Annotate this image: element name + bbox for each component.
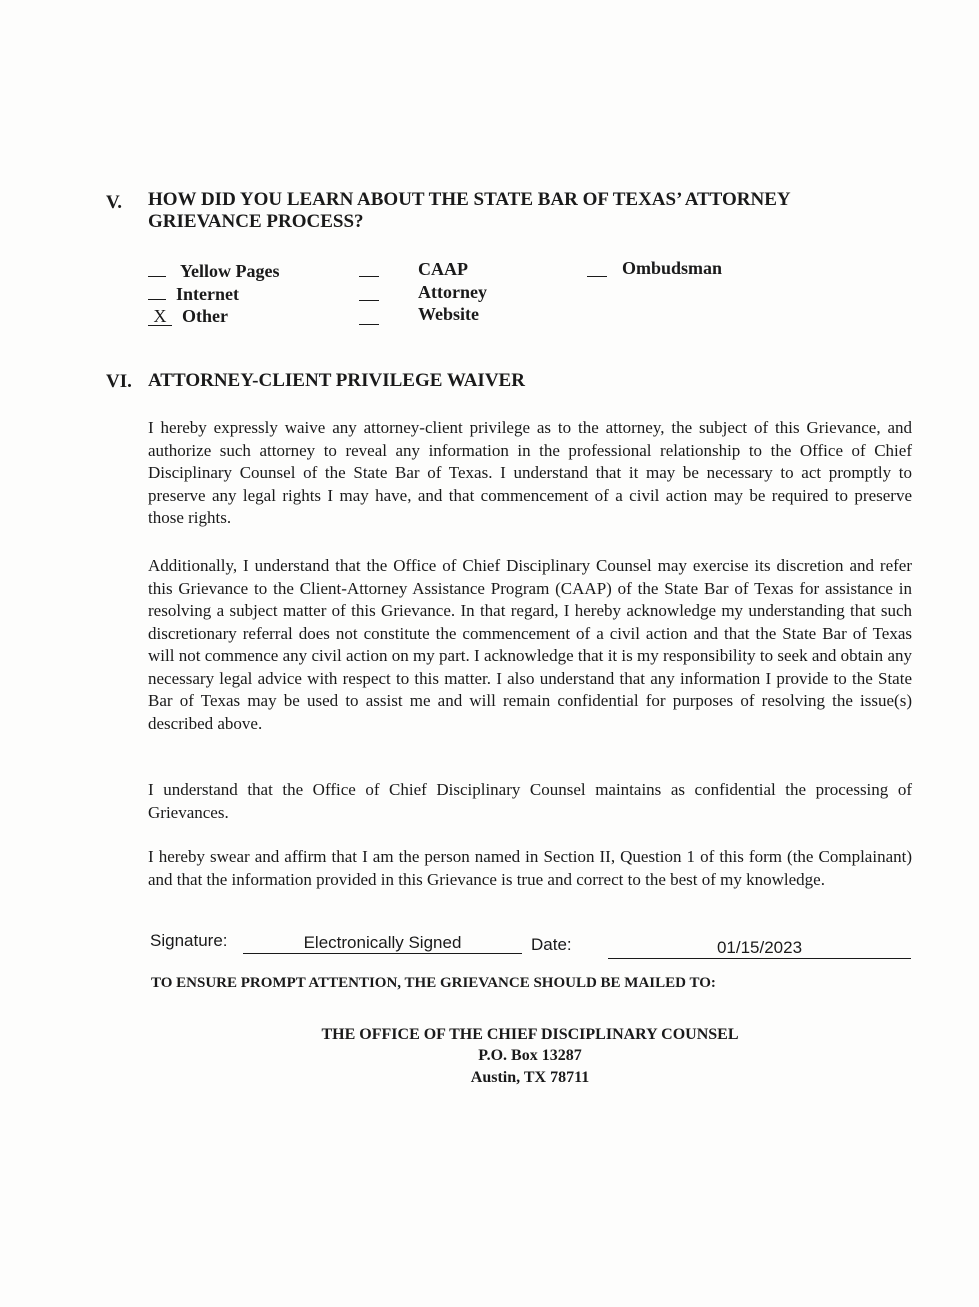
signature-label: Signature: [150,931,228,950]
option-website-label: Website [418,304,479,324]
section-v-title [148,189,791,233]
option-other-mark[interactable]: X [148,307,172,326]
option-internet-label: Internet [176,284,239,304]
address-line-1: THE OFFICE OF THE CHIEF DISCIPLINARY COUNSEL [321,1026,739,1043]
option-ombudsman-blank[interactable] [587,276,607,277]
option-other[interactable] [148,305,228,327]
waiver-paragraph-2: Additionally, I understand that the Office of Chief Disciplinary Counsel may exercise its discretion and refer this Grievance to the Client-Attorney Assistance Program (CAAP) of the State Bar of Texas for assistance in resolving a subject matter of this Grievance. In that regard, I hereby acknowledge my understanding that such discretionary referral does not constitute the commencement of a civil action and that the State Bar of Texas will not commence any civil action on my part. I acknowledge that it is my responsibility to seek and obtain any necessary legal advice with respect to this matter. I also understand that any information I provide to the State Bar of Texas may be used to assist me and will remain confidential for purposes of resolving the issue(s) described above. [148,556,912,733]
signature-field[interactable]: Electronically Signed [243,933,522,954]
option-caap-label: CAAP [418,259,468,279]
address-line-2: P.O. Box 13287 [478,1047,582,1064]
waiver-paragraph-1: I hereby expressly waive any attorney-client privilege as to the attorney, the subject of this Grievance, and authorize such attorney to reveal any information in the professional relationship to the Office of Chief Disciplinary Counsel of the State Bar of Texas. I understand that it may be necessary to act promptly to preserve any legal rights I may have, and that commencement of a civil action may be required to preserve those rights. [148,418,912,527]
option-attorney-blank[interactable] [359,300,379,301]
option-website-blank[interactable] [359,324,379,325]
option-yellow-pages[interactable] [148,260,279,282]
section-v-title-line1: HOW DID YOU LEARN ABOUT THE STATE BAR OF TEXAS’ ATTORNEY [148,189,791,210]
address-line-3: Austin, TX 78711 [470,1069,590,1086]
option-internet-blank[interactable] [148,286,166,300]
section-v-number: V. [106,192,123,213]
waiver-paragraph-4: I hereby swear and affirm that I am the person named in Section II, Question 1 of this form (the Complainant) and that the information provided in this Grievance is true and correct to the best of my knowledge. [148,847,912,889]
option-internet[interactable] [148,283,239,305]
option-ombudsman-label: Ombudsman [622,258,723,278]
section-vi-title: ATTORNEY-CLIENT PRIVILEGE WAIVER [148,370,525,391]
option-other-label: Other [182,306,228,326]
waiver-paragraph-3: I understand that the Office of Chief Disciplinary Counsel maintains as confidential the processing of Grievances. [148,780,912,822]
mailing-instruction: TO ENSURE PROMPT ATTENTION, THE GRIEVANCE SHOULD BE MAILED TO: [151,975,716,991]
date-label: Date: [531,935,572,954]
option-yellow-pages-blank[interactable] [148,263,166,277]
option-caap-blank[interactable] [359,276,379,277]
section-v-title-line2: GRIEVANCE PROCESS? [148,211,364,232]
date-field[interactable]: 01/15/2023 [608,938,911,959]
option-yellow-pages-label: Yellow Pages [180,261,280,281]
section-vi-number: VI. [106,371,132,392]
option-attorney-label: Attorney [418,282,487,302]
